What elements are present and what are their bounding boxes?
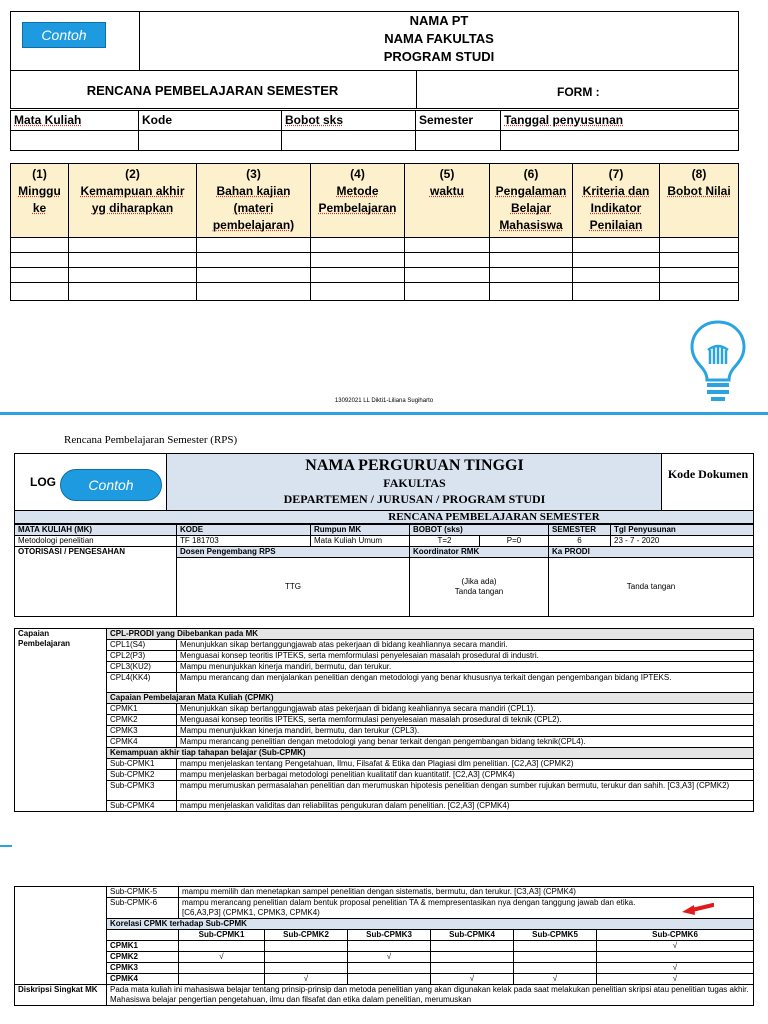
subcpmk-text: mampu menjelaskan validitas dan reliabilitas pengukuran dalam penelitian. [C2,A3] (CPMK4) [177,801,754,812]
fakultas: FAKULTAS [383,476,446,490]
cpl-code: CPL2(P3) [107,651,177,662]
cpmk-header: Capaian Pembelajaran Mata Kuliah (CPMK) [107,693,754,704]
rps-title: RENCANA PEMBELAJARAN SEMESTER [86,83,339,98]
matrix-col-header: Sub-CPMK3 [348,930,431,941]
matrix-col-header: Sub-CPMK6 [597,930,754,941]
subcpmk-code: Sub-CPMK-5 [107,887,179,898]
col-header: (8) Bobot Nilai [660,164,739,238]
rps-title: RENCANA PEMBELAJARAN SEMESTER [14,511,754,524]
header-mata-kuliah: MATA KULIAH (MK) [15,525,177,536]
weekly-plan-header-row [11,164,739,238]
matrix-cell: √ [597,941,754,952]
subcpmk-code: Sub-CPMK-6 [107,898,179,919]
matrix-cell: √ [179,952,265,963]
matrix-cell [179,963,265,974]
lightbulb-icon [688,318,748,406]
slide-divider-line [0,845,12,847]
jika-ada-label: (Jika ada) [461,577,497,586]
cpl-text: Mampu menunjukkan kinerja mandiri, bermutu, dan terukur. [177,662,754,673]
nama-pt: NAMA PT [409,13,469,28]
header-semester: SEMESTER [549,525,611,536]
cpmk-text: Mampu merancang penelitian dengan metodologi yang benar terkait dengan pengembangan bidang teknik(CPL4). [177,737,754,748]
capaian-label: Capaian Pembelajaran [15,629,107,812]
header-tgl: Tgl Penyusunan [611,525,754,536]
mk-header-mata-kuliah: Mata Kuliah [11,111,139,131]
subcpmk-text: mampu menjelaskan tentang Pengetahuan, Ilmu, Filsafat & Etika dan Plagiasi dlm penelitian. [C2,A3] (CPMK2) [177,759,754,770]
matrix-cell: √ [597,963,754,974]
subcpmk-code: Sub-CPMK1 [107,759,177,770]
matrix-row-header: CPMK2 [107,952,179,963]
mata-kuliah-value: Metodologi penelitian [15,536,177,547]
matrix-row-header: CPMK4 [107,974,179,985]
matrix-cell [348,941,431,952]
korelasi-header: Korelasi CPMK terhadap Sub-CPMK [107,919,754,930]
matrix-cell [514,941,597,952]
form-label: FORM : [557,85,600,99]
cpmk-text: Menguasai konsep teoritis IPTEKS, serta memformulasi penyelesaian masalah prosedural di teknik (CPL2). [177,715,754,726]
deskripsi-label: Diskripsi Singkat MK [15,985,107,1006]
cpl-text: Menunjukkan sikap bertanggungjawab atas pekerjaan di bidang keahliannya secara mandiri. [177,640,754,651]
institution-titles [167,456,662,507]
matrix-cell [348,963,431,974]
matrix-cell [514,963,597,974]
subcpmk-code: Sub-CPMK2 [107,770,177,781]
kode-dokumen: Kode Dokumen [667,467,749,481]
mk-header-bobot: Bobot sks [282,111,416,131]
matrix-col-header: Sub-CPMK2 [265,930,348,941]
header-bobot: BOBOT (sks) [410,525,549,536]
matrix-cell [431,952,514,963]
rps-caption: Rencana Pembelajaran Semester (RPS) [64,434,238,446]
matrix-cell: √ [514,974,597,985]
contoh-label: Contoh [22,22,106,48]
subcpmk-code: Sub-CPMK3 [107,781,177,801]
cpmk-code: CPMK3 [107,726,177,737]
col-header: (6) Pengalaman Belajar Mahasiswa [490,164,573,238]
matrix-cell [179,941,265,952]
matrix-cell: √ [265,974,348,985]
col-header: (3) Bahan kajian (materi pembelajaran) [197,164,311,238]
cpl-header: CPL-PRODI yang Dibebankan pada MK [107,629,754,640]
koordinator-signature [410,558,549,617]
col-header: (5) waktu [405,164,490,238]
institution-titles [139,12,739,66]
course-info-table [10,110,739,151]
rumpun-value: Mata Kuliah Umum [311,536,410,547]
matrix-cell [431,963,514,974]
bobot-t-value: T=2 [410,536,480,547]
cpmk-code: CPMK4 [107,737,177,748]
matrix-cell [265,963,348,974]
col-header: (1) Minggu ke [11,164,69,238]
col-header: (4) Metode Pembelajaran [311,164,405,238]
mk-header-kode: Kode [139,111,282,131]
col-header: (2) Kemampuan akhir yg diharapkan [69,164,197,238]
header-kode: KODE [177,525,311,536]
matrix-cell [179,974,265,985]
header-rumpun: Rumpun MK [311,525,410,536]
cpl-code: CPL4(KK4) [107,673,177,693]
tgl-value: 23 - 7 - 2020 [611,536,754,547]
deskripsi-text: Pada mata kuliah ini mahasiswa belajar tentang prinsip-prinsip dan metoda penelitian yang akan digunakan kelak pada saat melakukan penelitian skripsi atau penelitian tugas akhir. Mahasiswa belajar pengertian pengetahuan, ilmu dan filsafat dan etika dalam penelitian, merumuskan [107,985,754,1006]
matrix-cell: √ [597,974,754,985]
kaprodi-label: Ka PRODI [549,547,754,558]
matrix-row-header: CPMK3 [107,963,179,974]
course-info-table [14,524,754,617]
bobot-p-value: P=0 [480,536,549,547]
slide-divider-line [0,412,768,415]
matrix-cell [597,952,754,963]
program-studi: PROGRAM STUDI [383,49,495,64]
cpl-text: Mampu merancang dan menjalankan penelitian dengan metodologi yang benar khususnya terkait dengan pengembangan bidang IPTEKS. [177,673,754,693]
otorisasi-label: OTORISASI / PENGESAHAN [15,547,177,617]
nama-fakultas: NAMA FAKULTAS [384,31,494,46]
cpmk-code: CPMK2 [107,715,177,726]
matrix-cell: √ [431,974,514,985]
matrix-cell [265,952,348,963]
matrix-cell: √ [348,952,431,963]
subcpmk-header: Kemampuan akhir tiap tahapan belajar (Sub-CPMK) [107,748,754,759]
matrix-cell [431,941,514,952]
cpmk-text: Menunjukkan sikap bertanggungjawab atas pekerjaan di bidang keahliannya secara mandiri (CPL1). [177,704,754,715]
kode-value: TF 181703 [177,536,311,547]
contoh-label: Contoh [60,469,162,501]
matrix-cell [265,941,348,952]
weekly-plan-table [10,163,739,301]
slide-footer: 13092021 LL Dikti1-Liliana Sugiharto [334,398,434,404]
matrix-col-header: Sub-CPMK1 [179,930,265,941]
logo-placeholder: LOG [30,475,56,489]
matrix-cell [348,974,431,985]
mk-header-tanggal: Tanggal penyusunan [501,111,739,131]
subcpmk-text: mampu memilih dan menetapkan sampel penelitian dengan sistematis, bermutu, dan terukur. [C3,A3] (CPMK4) [179,887,754,898]
matrix-row-header: CPMK1 [107,941,179,952]
mk-header-semester: Semester [416,111,501,131]
cpl-code: CPL1(S4) [107,640,177,651]
korelasi-table [14,886,754,1006]
tanda-tangan-label: Tanda tangan [454,587,504,596]
koordinator-label: Koordinator RMK [410,547,549,558]
ttg-cell: TTG [177,558,410,617]
col-header: (7) Kriteria dan Indikator Penilaian [573,164,660,238]
cpl-code: CPL3(KU2) [107,662,177,673]
subcpmk-text: mampu menjelaskan berbagai metodologi penelitian kualitatif dan kuantitatif. [C2,A3] (CPMK4) [177,770,754,781]
kaprodi-signature: Tanda tangan [549,558,754,617]
cpl-text: Menguasai konsep teoritis IPTEKS, serta memformulasi penyelesaian masalah prosedural di industri. [177,651,754,662]
matrix-col-header: Sub-CPMK4 [431,930,514,941]
subcpmk-text: mampu merumuskan permasalahan penelitian dan merumuskan hipotesis penelitian dengan sumber rujukan bermutu, terukur dan sahih. [C3,A3] (CPMK2) [177,781,754,801]
red-arrow-icon [680,902,714,916]
subcpmk-text: mampu merancang penelitian dalam bentuk proposal penelitian TA & mempresentasikan nya dengan tanggung jawab dan etika. [C6,A3,P3] (CPMK1, CPMK3, CPMK4) [179,898,754,919]
capaian-pembelajaran-table [14,628,754,812]
cpmk-code: CPMK1 [107,704,177,715]
semester-value: 6 [549,536,611,547]
subcpmk-code: Sub-CPMK4 [107,801,177,812]
matrix-col-header: Sub-CPMK5 [514,930,597,941]
departemen: DEPARTEMEN / JURUSAN / PROGRAM STUDI [283,492,546,506]
matrix-cell [514,952,597,963]
cpmk-text: Mampu menunjukkan kinerja mandiri, bermutu, dan terukur (CPL3). [177,726,754,737]
dosen-pengembang-label: Dosen Pengembang RPS [177,547,410,558]
nama-perguruan-tinggi: NAMA PERGURUAN TINGGI [305,457,524,474]
